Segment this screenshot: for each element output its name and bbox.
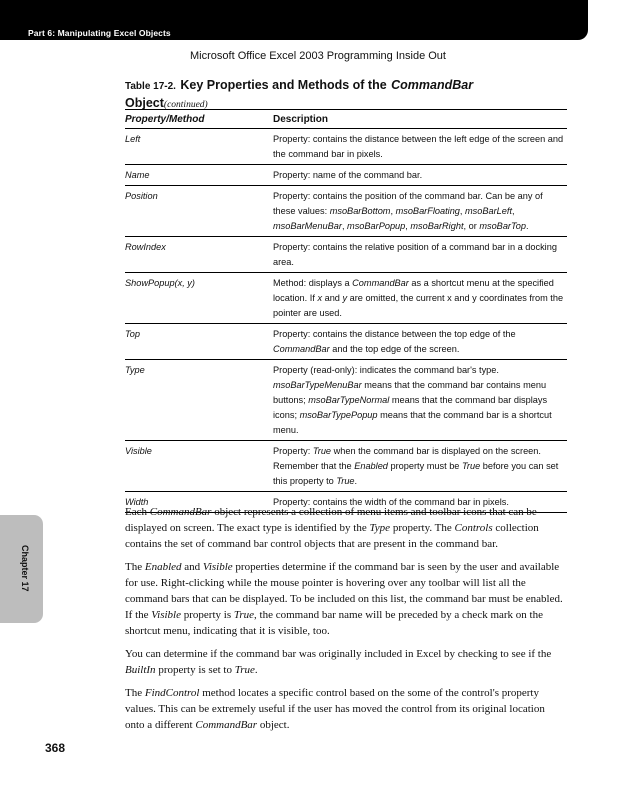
table-body bbox=[125, 129, 567, 513]
italic-term: msoBarRight bbox=[410, 221, 464, 231]
property-name: Width bbox=[125, 492, 273, 513]
running-head: Part 6: Manipulating Excel Objects bbox=[28, 28, 171, 38]
body-paragraph bbox=[125, 559, 567, 639]
property-description bbox=[273, 165, 567, 186]
italic-term: Visible bbox=[151, 609, 181, 621]
table-row bbox=[125, 273, 567, 324]
chapter-tab-label: Chapter 17 bbox=[20, 545, 30, 592]
text-run: , the command bar name will be preceded by a check mark on the shortcut menu, indicating that it is visible, too. bbox=[125, 609, 543, 637]
text-run: method locates a specific control based on the some of the control's property values. This can be extremely useful if the user has moved the control from its original location onto a different bbox=[125, 687, 545, 731]
text-run: Property: bbox=[273, 446, 313, 456]
text-run: The bbox=[125, 687, 145, 699]
text-run: Property: contains the position of the command bar. Can be any of these values: bbox=[273, 191, 543, 216]
table-row bbox=[125, 165, 567, 186]
italic-term: CommandBar bbox=[352, 278, 409, 288]
table-title-italic: CommandBar bbox=[391, 78, 474, 92]
text-run: means that the command bar is a shortcut menu. bbox=[273, 410, 552, 435]
text-run: . bbox=[525, 221, 529, 231]
table-title-part1: Key Properties and Methods of the bbox=[180, 78, 387, 92]
italic-term: Enabled bbox=[354, 461, 388, 471]
text-run: and bbox=[322, 293, 343, 303]
text-run: object represents a collection of menu items and toolbar icons that can be displayed on screen. The exact type is identified by the bbox=[125, 506, 537, 534]
italic-term: Visible bbox=[202, 561, 233, 573]
text-run: Property: contains the relative position of a command bar in a docking area. bbox=[273, 242, 557, 267]
italic-term: msoBarTypeNormal bbox=[308, 395, 390, 405]
table-header-row bbox=[125, 110, 567, 129]
italic-term: msoBarFloating bbox=[395, 206, 460, 216]
table-row bbox=[125, 186, 567, 237]
body-paragraph bbox=[125, 646, 567, 678]
table-title-part2: Object bbox=[125, 96, 164, 110]
header-description: Description bbox=[273, 110, 567, 129]
page-number: 368 bbox=[45, 741, 66, 755]
text-run: Property (read-only): indicates the command bar's type. bbox=[273, 365, 499, 375]
text-run: means that the command bar displays icons; bbox=[273, 395, 548, 420]
italic-term: True bbox=[233, 609, 255, 621]
italic-term: msoBarPopup bbox=[347, 221, 406, 231]
text-run: , bbox=[405, 221, 411, 231]
italic-term: True bbox=[336, 476, 355, 486]
text-run: and the top edge of the screen. bbox=[329, 344, 460, 354]
italic-term: True bbox=[461, 461, 481, 471]
text-run: . bbox=[254, 664, 258, 676]
text-run: Property: contains the distance between the left edge of the screen and the command bar in pixels. bbox=[273, 134, 564, 159]
italic-term: x bbox=[317, 293, 323, 303]
book-title: Microsoft Office Excel 2003 Programming Inside Out bbox=[190, 50, 446, 62]
text-run: . bbox=[354, 476, 358, 486]
property-name: RowIndex bbox=[125, 237, 273, 273]
text-run: , bbox=[459, 206, 466, 216]
italic-term: msoBarTypeMenuBar bbox=[273, 380, 362, 390]
text-run: Each bbox=[125, 506, 150, 518]
italic-term: msoBarTypePopup bbox=[299, 410, 378, 420]
body-paragraph bbox=[125, 685, 567, 733]
body-text bbox=[125, 504, 567, 740]
property-description bbox=[273, 186, 567, 237]
property-name: Top bbox=[125, 324, 273, 360]
italic-term: CommandBar bbox=[195, 719, 258, 731]
italic-term: True bbox=[312, 446, 332, 456]
table-row bbox=[125, 324, 567, 360]
table-caption bbox=[125, 77, 565, 113]
table-row bbox=[125, 237, 567, 273]
property-name: Visible bbox=[125, 441, 273, 492]
italic-term: Type bbox=[369, 522, 391, 534]
text-run: and bbox=[181, 561, 203, 573]
table-number: Table 17-2. bbox=[125, 81, 176, 92]
text-run: , bbox=[512, 206, 515, 216]
italic-term: msoBarMenuBar bbox=[273, 221, 342, 231]
property-name: Name bbox=[125, 165, 273, 186]
table-continued: (continued) bbox=[163, 100, 208, 110]
text-run: as a shortcut menu at the specified location. If bbox=[273, 278, 554, 303]
text-run: collection contains the set of command bar control objects that are present in the command bar. bbox=[125, 522, 539, 550]
property-description bbox=[273, 360, 567, 441]
properties-table bbox=[125, 109, 567, 513]
property-name: Type bbox=[125, 360, 273, 441]
header-property-method: Property/Method bbox=[125, 110, 273, 129]
italic-term: BuiltIn bbox=[125, 664, 156, 676]
property-description bbox=[273, 237, 567, 273]
text-run: when the command bar is displayed on the screen. Remember that the bbox=[273, 446, 541, 471]
text-run: Property: name of the command bar. bbox=[273, 170, 423, 180]
italic-term: Controls bbox=[454, 522, 493, 534]
text-run: means that the command bar contains menu buttons; bbox=[273, 380, 547, 405]
property-description bbox=[273, 324, 567, 360]
italic-term: CommandBar bbox=[149, 506, 212, 518]
italic-term: msoBarLeft bbox=[465, 206, 513, 216]
italic-term: msoBarTop bbox=[479, 221, 526, 231]
text-run: property must be bbox=[387, 461, 462, 471]
table-row bbox=[125, 129, 567, 165]
property-name: ShowPopup(x, y) bbox=[125, 273, 273, 324]
text-run: property is bbox=[181, 609, 234, 621]
property-description bbox=[273, 441, 567, 492]
text-run: object. bbox=[257, 719, 290, 731]
text-run: , bbox=[341, 221, 348, 231]
text-run: You can determine if the command bar was originally included in Excel by checking to see if the bbox=[125, 648, 552, 660]
text-run: before you can set this property to bbox=[273, 461, 559, 486]
italic-term: FindControl bbox=[144, 687, 200, 699]
text-run: Property: contains the distance between the top edge of the bbox=[273, 329, 516, 339]
italic-term: True bbox=[234, 664, 255, 676]
property-description bbox=[273, 129, 567, 165]
text-run: property. The bbox=[390, 522, 455, 534]
text-run: are omitted, the current x and y coordinates from the pointer are used. bbox=[273, 293, 564, 318]
italic-term: Enabled bbox=[144, 561, 182, 573]
table-row bbox=[125, 441, 567, 492]
table-row bbox=[125, 360, 567, 441]
italic-term: CommandBar bbox=[273, 344, 330, 354]
text-run: , or bbox=[463, 221, 480, 231]
text-run: Method: displays a bbox=[273, 278, 353, 288]
body-paragraph bbox=[125, 504, 567, 552]
property-name: Position bbox=[125, 186, 273, 237]
italic-term: y bbox=[342, 293, 348, 303]
text-run: properties determine if the command bar is seen by the user and available for use. Right-clicking while the mouse pointer is hovering over any toolbar will list all the command bars that can be displayed. To be included on this list, the command bar must be enabled. If the bbox=[125, 561, 563, 621]
text-run: Property: contains the width of the command bar in pixels. bbox=[273, 497, 509, 507]
text-run: , bbox=[390, 206, 396, 216]
text-run: property is set to bbox=[155, 664, 235, 676]
property-description bbox=[273, 273, 567, 324]
text-run: The bbox=[125, 561, 145, 573]
italic-term: msoBarBottom bbox=[329, 206, 391, 216]
property-name: Left bbox=[125, 129, 273, 165]
